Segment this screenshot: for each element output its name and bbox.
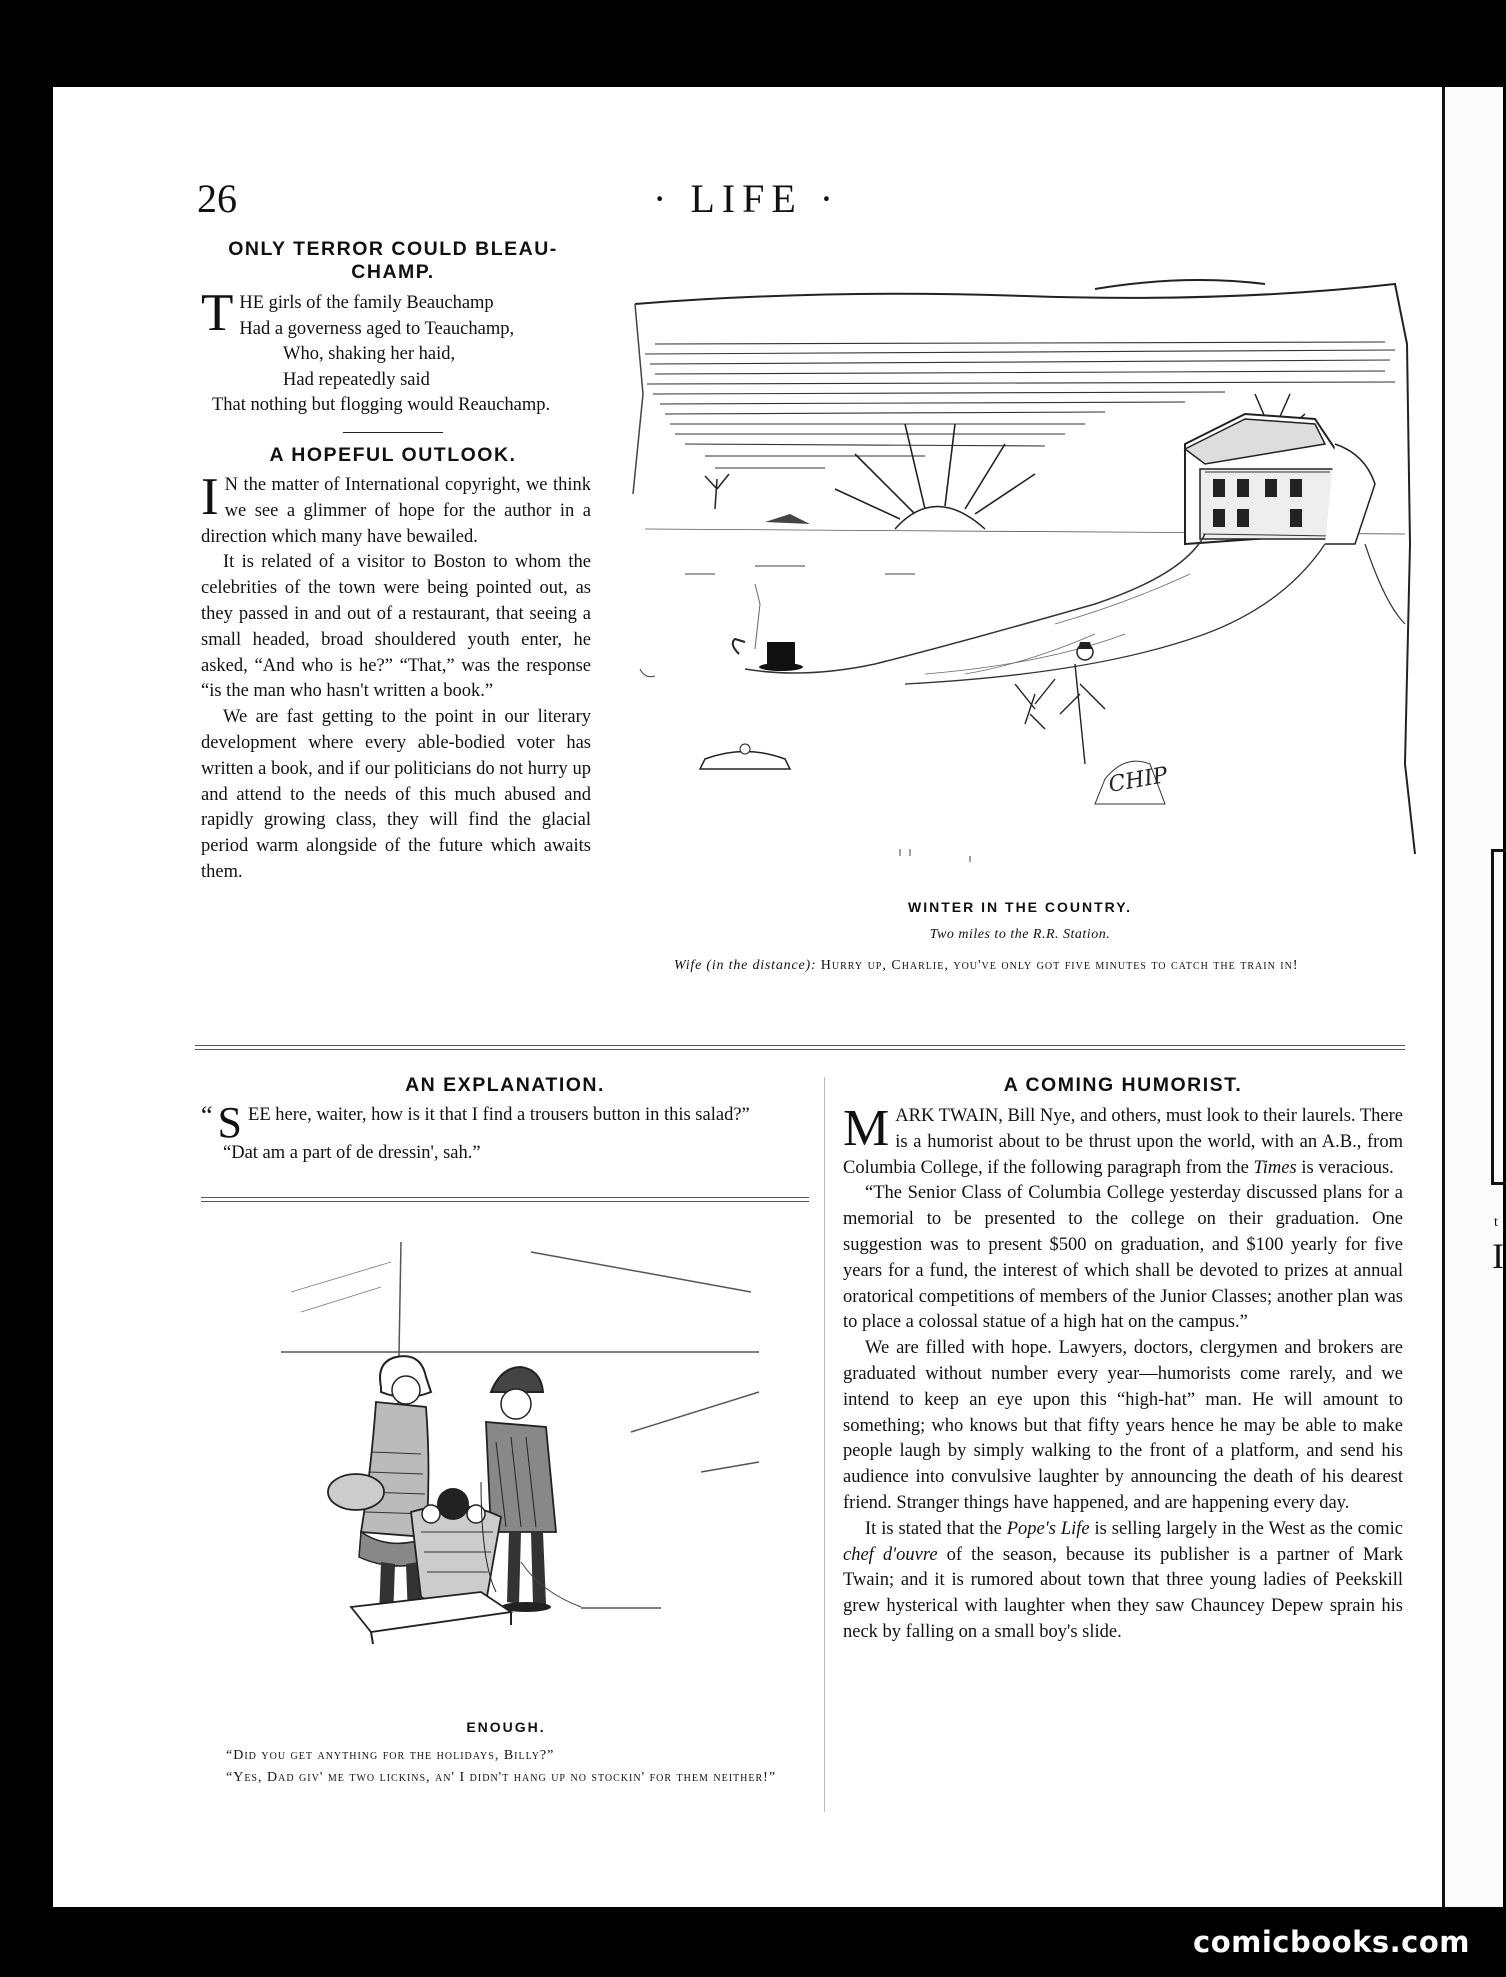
facing-page-bracket [1491, 849, 1506, 1185]
winter-cartoon-illustration [625, 244, 1415, 866]
poem-title-line2: CHAMP. [351, 261, 435, 284]
winter-caption-text: Hurry up, Charlie, you've only got five minutes to catch the train in! [820, 958, 1299, 973]
facing-page-text-fragment: t [1494, 1215, 1498, 1230]
poem-title [195, 238, 591, 285]
outlook-dropcap: I [201, 468, 219, 526]
winter-caption-quote [639, 953, 1403, 979]
explanation-body [201, 1098, 811, 1167]
explanation-line: “ S EE here, waiter, how is it that I find a trousers button in this salad?” [201, 1098, 750, 1147]
enough-caption-line: “Yes, Dad giv' me two lickins, an' I didn't hang up no stockin' for them neither!” [226, 1770, 777, 1785]
column-divider [824, 1077, 825, 1812]
poem-line: Had repeatedly said [283, 369, 430, 390]
explanation-line: “Dat am a part of de dressin', sah.” [223, 1143, 481, 1163]
facing-page-edge [1442, 87, 1503, 1907]
outlook-title: A HOPEFUL OUTLOOK. [269, 444, 517, 466]
enough-caption-line: “Did you get anything for the holidays, Billy?” [226, 1748, 555, 1763]
poem-title-line1: ONLY TERROR COULD BLEAU- [228, 238, 558, 260]
poem-line: Had a governess aged to Teauchamp, [239, 318, 515, 339]
section-divider [343, 432, 443, 433]
poem-line: Who, shaking her haid, [283, 344, 456, 365]
magazine-page [53, 87, 1442, 1907]
humorist-paragraph: We are filled with hope. Lawyers, doctors, clergymen and brokers are graduated without number every year—humorists come rarely, and we intend to keep an eye upon this “high-hat” man. He will amount to something; who knows but that fifty years hence he may be able to make people laugh by simply walking to the front of a platform, and send his audience into convulsive laughter by announcing the death of his dearest friend. Stranger things have happened, and are happening every day. [843, 1338, 1403, 1513]
enough-caption-title: ENOUGH. [466, 1719, 546, 1735]
winter-caption-title: WINTER IN THE COUNTRY. [908, 899, 1132, 915]
enough-cartoon-illustration [281, 1232, 761, 1682]
facing-page-text-fragment: I [1492, 1236, 1504, 1276]
humorist-body [843, 1100, 1403, 1646]
section-divider-double [201, 1197, 809, 1202]
humorist-paragraph: It is stated that the Pope's Life is selling largely in the West as the comic chef d'ouvre of the season, because its publisher is a partner of Mark Twain; and it is rumored about town that three young ladies of Peekskill grew hysterical with laughter when they saw Chauncey Depew sprain his neck by falling on a small boy's slide. [843, 1518, 1403, 1642]
poem-dropcap: T [201, 284, 234, 342]
explanation-title: AN EXPLANATION. [405, 1074, 605, 1096]
outlook-paragraph: I N the matter of International copyright, we think we see a glimmer of hope for the author in a direction which many have bewailed. [201, 468, 591, 547]
explanation-dropcap: S [217, 1098, 243, 1147]
humorist-title: A COMING HUMORIST. [1003, 1074, 1243, 1096]
poem-line: That nothing but flogging would Reauchamp. [212, 395, 551, 416]
humorist-paragraph: “The Senior Class of Columbia College yesterday discussed plans for a memorial to be presented to the college on their graduation. One suggestion was to present $500 on graduation, and $100 yearly for five years for a fund, the interest of which shall be devoted to prizes at annual oratorical competitions of members of the Junior Classes; another plan was to place a colossal statue of a high hat on the campus.” [843, 1183, 1403, 1333]
outlook-paragraph: We are fast getting to the point in our literary development where every able-bodied voter has written a book, and if our politicians do not hurry up and attend to the needs of this much abused and rapidly growing class, they will find the glacial period warm alongside of the future which awaits them. [201, 707, 591, 882]
page-number: 26 [197, 176, 237, 221]
winter-caption-subtitle: Two miles to the R.R. Station. [929, 927, 1111, 942]
section-divider-double [195, 1045, 1405, 1050]
cartoon-signature: CHIP [1106, 762, 1170, 798]
poem-line: HE girls of the family Beauchamp [239, 293, 494, 313]
winter-caption-speaker: Wife (in the distance): [674, 958, 817, 973]
outlook-paragraph: It is related of a visitor to Boston to whom the celebrities of the town were being pointed out, as they passed in and out of a restaurant, that seeing a small headed, broad shouldered youth enter, he asked, “And who is he?” “That,” was the response “is the man who hasn't written a book.” [201, 552, 591, 702]
humorist-paragraph: MARK TWAIN, Bill Nye, and others, must look to their laurels. There is a humorist about to be thrust upon the world, with an A.B., from Columbia College, if the following paragraph from the Times is veracious. [843, 1100, 1403, 1178]
watermark-logo: comicbooks.com [1193, 1925, 1470, 1959]
humorist-dropcap: M [843, 1100, 890, 1157]
masthead-title: · LIFE · [653, 176, 841, 221]
outlook-body [201, 468, 591, 886]
poem-body [201, 284, 601, 419]
enough-caption-text [201, 1745, 811, 1789]
